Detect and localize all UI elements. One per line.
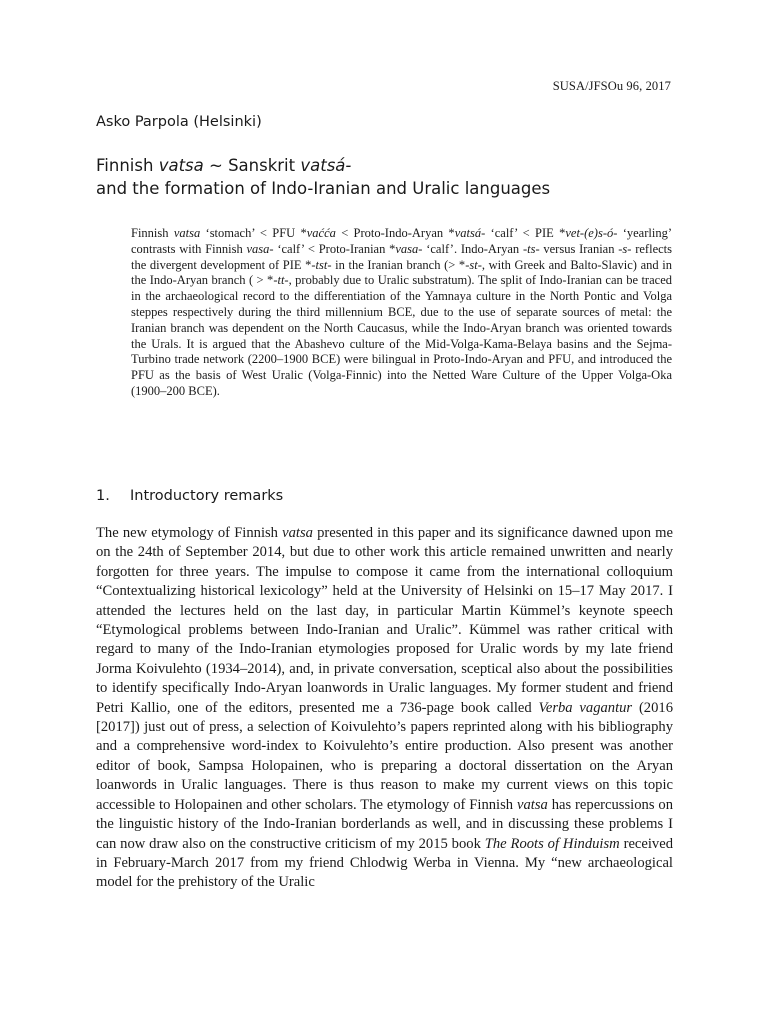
journal-reference: SUSA/JFSOu 96, 2017: [552, 79, 671, 93]
title-text: Finnish: [96, 156, 159, 175]
section-title: Introductory remarks: [130, 488, 284, 504]
section-heading: [96, 488, 283, 504]
article-title: [96, 154, 686, 200]
section-number: 1.: [96, 488, 110, 504]
author-name: Asko Parpola (Helsinki): [96, 114, 262, 130]
title-term: vatsá-: [300, 156, 352, 175]
title-term: vatsa: [158, 156, 204, 175]
title-text: ~ Sanskrit: [203, 156, 301, 175]
title-line-2: and the formation of Indo-Iranian and Uralic languages: [96, 179, 551, 198]
body-paragraph: The new etymology of Finnish vatsa presented in this paper and its significance dawned upon me on the 24th of September 2014, but due to other work this article remained unwritten and nearly forgotten for three years. The impulse to compose it came from the international colloquium “Contextualizing historical lexicology” held at the University of Helsinki on 15–17 May 2017. I attended the lectures held on the last day, in particular Martin Kümmel’s keynote speech “Etymological problems between Indo-Iranian and Uralic”. Kümmel was rather critical with regard to many of the Indo-Iranian etymologies proposed for Uralic words by my late friend Jorma Koivulehto (1934–2014), and, in private conversation, sceptical also about the possibilities to identify specifically Indo-Aryan loanwords in Uralic languages. My former student and friend Petri Kallio, one of the editors, presented me a 736-page book called Verba vagantur (2016 [2017]) just out of press, a selection of Koivulehto’s papers reprinted along with his bibliography and a comprehensive word-index to Koivulehto’s entire production. Also present was another editor of book, Sampsa Holopainen, who is preparing a doctoral dissertation on the Aryan loanwords in Uralic languages. There is thus reason to make my current views on this topic accessible to Holopainen and other scholars. The etymology of Finnish vatsa has repercussions on the linguistic history of the Indo-Iranian borderlands as well, and in discussing these problems I can now draw also on the constructive criticism of my 2015 book The Roots of Hinduism received in February-March 2017 from my friend Chlodwig Werba in Vienna. My “new archaeological model for the prehistory of the Uralic: [96, 525, 673, 891]
abstract: Finnish vatsa ‘stomach’ < PFU *vaćća < Proto-Indo-Aryan *vatsá- ‘calf’ < PIE *vet-(e)s-ó- ‘yearling’ contrasts with Finnish vasa- ‘calf’ < Proto-Iranian *vasa- ‘calf’. Indo-Aryan -ts- versus Iranian -s- reflects the divergent development of PIE *-tst- in the Iranian branch (> *-st-, with Greek and Balto-Slavic) and in the Indo-Aryan branch ( > *-tt-, probably due to Uralic substratum). The split of Indo-Iranian can be traced in the archaeological record to the differentiation of the Yamnaya culture in the North Pontic and Volga steppes respectively during the third millennium BCE, due to the use of separate sources of metal: the Iranian branch was dependent on the North Caucasus, while the Indo-Aryan branch was oriented towards the Urals. It is argued that the Abashevo culture of the Mid-Volga-Kama-Belaya basins and the Sejma-Turbino trade network (2200–1900 BCE) were bilingual in Proto-Indo-Aryan and PFU, and introduced the PFU as the basis of West Uralic (Volga-Finnic) into the Netted Ware Culture of the Upper Volga-Oka (1900–200 BCE).: [131, 226, 673, 398]
